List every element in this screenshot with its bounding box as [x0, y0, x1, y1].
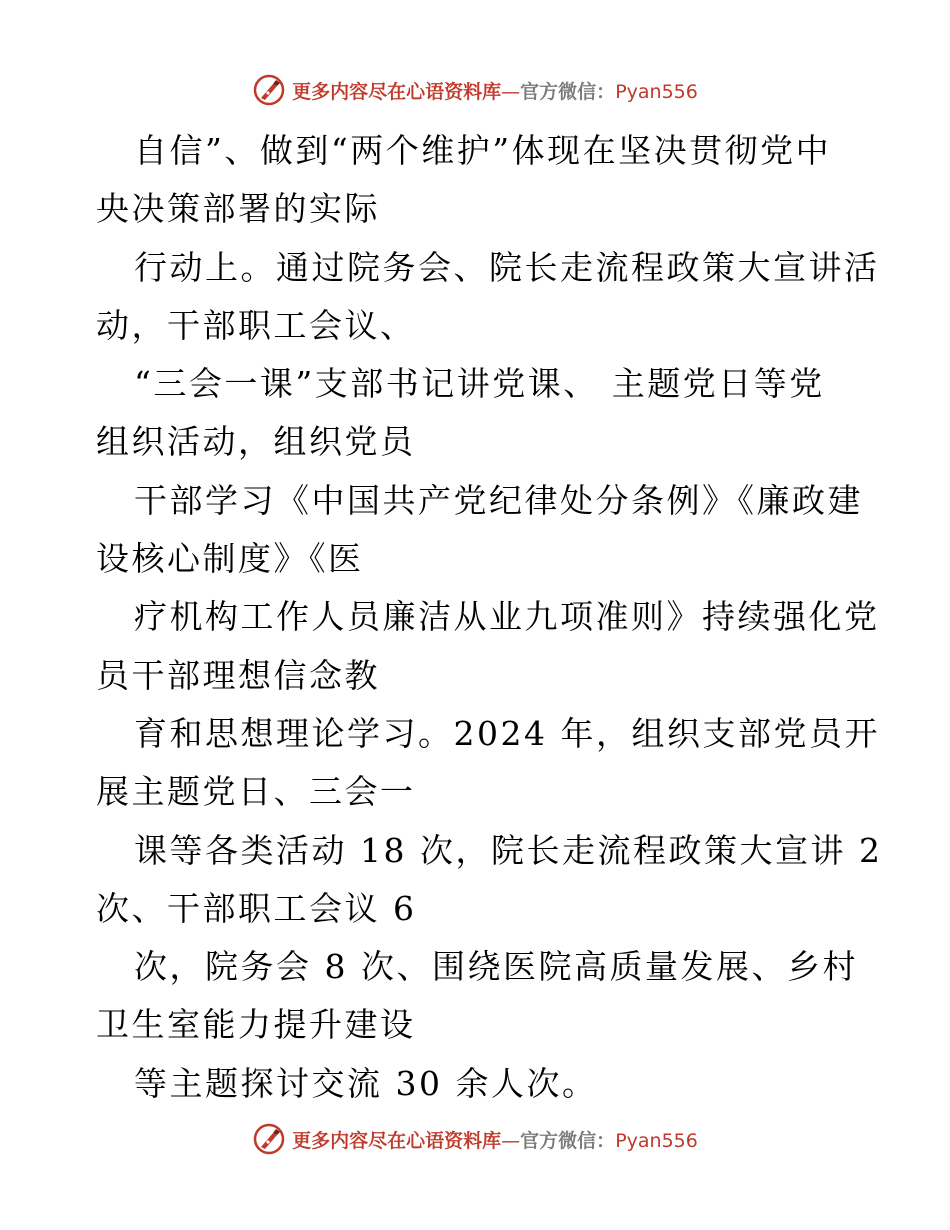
text-line: 动，干部职工会议、	[96, 305, 416, 345]
text-line: 次，院务会 8 次、围绕医院高质量发展、乡村	[134, 947, 858, 987]
text-line: 员干部理想信念教	[96, 655, 380, 695]
watermark-site: 更多内容尽在心语资料库	[292, 80, 502, 103]
text-line: 设核心制度》《医	[96, 539, 364, 579]
text-line: 行动上。通过院务会、院长走流程政策大宣讲活	[134, 247, 880, 287]
footer-watermark	[0, 1119, 950, 1159]
text-line: 自信”、做到“两个维护”体现在坚决贯彻党中	[134, 131, 832, 170]
text-line: 卫生室能力提升建设	[96, 1005, 416, 1045]
text-line: 组织活动，组织党员	[96, 422, 416, 462]
watermark-text	[292, 77, 698, 104]
text-line: 央决策部署的实际	[96, 189, 380, 229]
watermark-official: 官方微信：	[520, 80, 616, 103]
watermark-handle: Pyan556	[615, 80, 698, 103]
document-body	[96, 122, 883, 1113]
text-line: “三会一课”支部书记讲党课、 主题党日等党	[134, 364, 825, 404]
pen-nib-icon	[252, 73, 286, 107]
watermark-text	[292, 1126, 698, 1153]
watermark-dash: —	[501, 80, 521, 103]
text-line: 育和思想理论学习。2024 年，组织支部党员开	[134, 713, 880, 753]
text-line: 干部学习《中国共产党纪律处分条例》《廉政建	[134, 480, 863, 520]
text-line: 展主题党日、三会一	[96, 772, 416, 812]
text-line: 疗机构工作人员廉洁从业九项准则》持续强化党	[134, 597, 880, 637]
watermark-handle: Pyan556	[615, 1129, 698, 1152]
pen-nib-icon	[252, 1122, 286, 1156]
watermark-official: 官方微信：	[520, 1129, 616, 1152]
header-watermark	[0, 70, 950, 110]
text-line: 次、干部职工会议 6	[96, 888, 417, 928]
text-line: 课等各类活动 18 次，院长走流程政策大宣讲 2	[134, 830, 883, 870]
watermark-site: 更多内容尽在心语资料库	[292, 1129, 502, 1152]
watermark-dash: —	[501, 1129, 521, 1152]
text-line: 等主题探讨交流 30 余人次。	[134, 1063, 598, 1103]
